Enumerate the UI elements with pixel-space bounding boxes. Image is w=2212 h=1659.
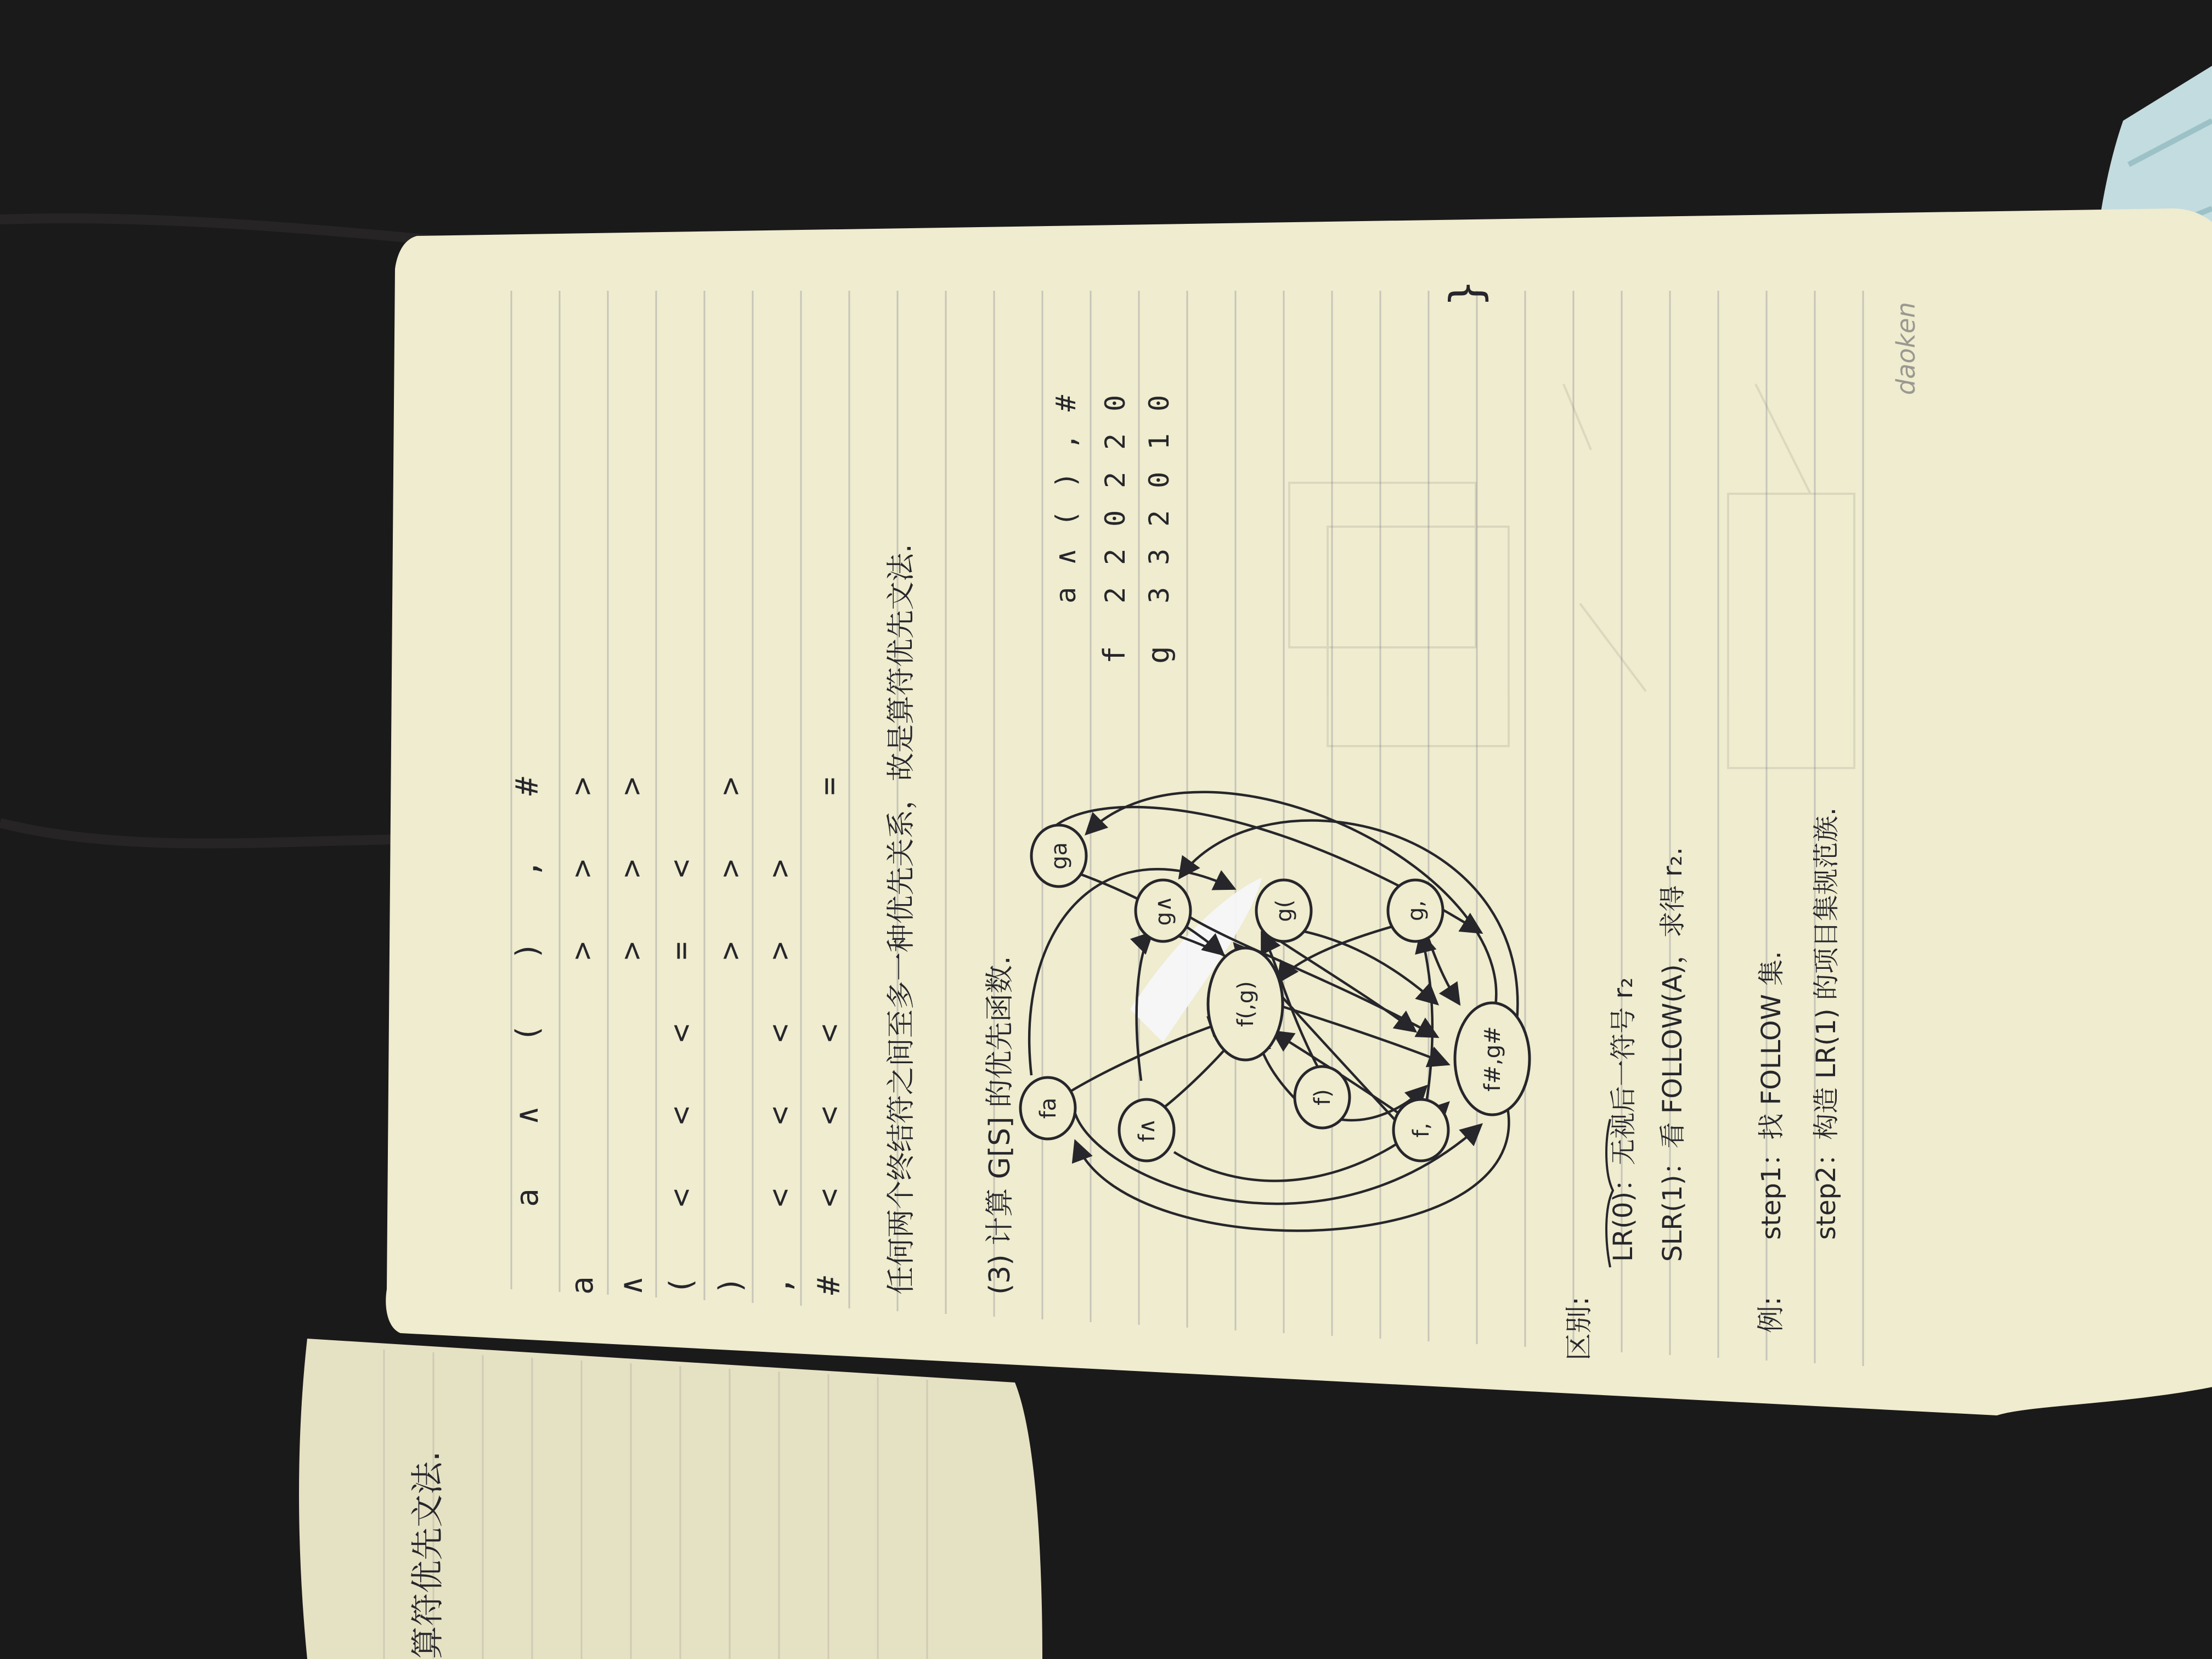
precedence-cell: > (713, 859, 748, 878)
function-cell: 1 (1143, 433, 1175, 450)
conclusion-line: 任何两个终结符之间至多一种优先关系，故是算符优先文法. (885, 544, 918, 1295)
function-header-cell: ( (1050, 510, 1082, 527)
example-step2: step2：构造 LR(1) 的项目集规范族. (1811, 807, 1842, 1240)
precedence-cell: = (663, 941, 699, 960)
function-row-label: f (1097, 646, 1132, 664)
left-page (299, 1339, 1042, 1659)
example-label: 例: (1755, 1296, 1787, 1333)
function-cell: 0 (1099, 394, 1131, 411)
function-cell: 3 (1143, 548, 1175, 565)
precedence-cell: < (762, 1024, 798, 1042)
function-cell: 2 (1099, 586, 1131, 603)
graph-node-label: fa (1036, 1097, 1061, 1119)
precedence-cell: > (565, 777, 600, 795)
precedence-cell: < (663, 1024, 699, 1042)
precedence-header-cell: # (510, 777, 545, 795)
precedence-cell: = (811, 777, 847, 795)
graph-node-label: f, (1409, 1122, 1434, 1138)
graph-node-label: g, (1403, 900, 1429, 922)
function-header-cell: # (1050, 394, 1082, 411)
precedence-row-label: , (762, 1276, 798, 1295)
precedence-cell: < (762, 1188, 798, 1207)
function-cell: 3 (1143, 586, 1175, 603)
precedence-header-cell: ) (510, 941, 545, 960)
precedence-row-label: a (565, 1276, 600, 1295)
example-step1: step1：找 FOLLOW 集. (1756, 951, 1787, 1240)
function-header-cell: ) (1050, 471, 1082, 488)
precedence-row-label: ( (663, 1276, 699, 1295)
graph-node-label: g( (1272, 899, 1297, 922)
function-header-cell: a (1050, 586, 1082, 603)
left-page-text: 算符优先文法. (409, 1451, 447, 1659)
precedence-header-cell: ∧ (510, 1106, 545, 1125)
precedence-cell: > (762, 941, 798, 960)
precedence-row-label: ∧ (614, 1276, 650, 1295)
precedence-row-label: ) (713, 1276, 748, 1295)
precedence-header-cell: a (510, 1188, 545, 1207)
right-page (386, 208, 2212, 1415)
graph-node-label: g∧ (1151, 895, 1176, 926)
precedence-cell: < (663, 1188, 699, 1207)
distinction-label: 区别: (1563, 1296, 1595, 1361)
precedence-cell: < (762, 1106, 798, 1125)
precedence-cell: > (565, 941, 600, 960)
precedence-header-cell: ( (510, 1024, 545, 1042)
function-row-label: g (1141, 646, 1176, 664)
precedence-cell: > (713, 777, 748, 795)
precedence-cell: < (811, 1106, 847, 1125)
precedence-cell: > (614, 859, 650, 878)
distinction-line1: LR(0)：无视后一符号 r₂ (1608, 977, 1639, 1262)
distinction-line2: SLR(1)：看 FOLLOW(A)，求得 r₂. (1657, 847, 1688, 1262)
precedence-cell: > (762, 859, 798, 878)
graph-node-label: f) (1310, 1089, 1335, 1105)
function-cell: 0 (1143, 471, 1175, 488)
graph-node-label: f(,g) (1233, 981, 1259, 1027)
graph-node-label: ga (1047, 842, 1072, 870)
precedence-cell: > (713, 941, 748, 960)
function-header-cell: ∧ (1050, 548, 1082, 565)
precedence-header-cell: , (510, 859, 545, 878)
precedence-cell: < (663, 859, 699, 878)
precedence-cell: > (614, 941, 650, 960)
precedence-cell: < (663, 1106, 699, 1125)
precedence-row-label: # (811, 1276, 847, 1295)
section-title: (3) 计算 G[S] 的优先函数. (984, 956, 1017, 1295)
graph-node-label: f∧ (1135, 1118, 1160, 1142)
precedence-cell: > (614, 777, 650, 795)
closing-brace: } (1441, 279, 1492, 307)
function-cell: 0 (1099, 510, 1131, 527)
brand-logo: daoken (1891, 302, 1921, 395)
function-cell: 2 (1099, 471, 1131, 488)
function-cell: 2 (1099, 433, 1131, 450)
graph-node-label: f#,g# (1480, 1026, 1505, 1092)
precedence-cell: < (811, 1024, 847, 1042)
function-cell: 0 (1143, 394, 1175, 411)
precedence-cell: < (811, 1188, 847, 1207)
precedence-cell: > (565, 859, 600, 878)
function-cell: 2 (1143, 510, 1175, 527)
function-cell: 2 (1099, 548, 1131, 565)
function-header-cell: , (1050, 433, 1082, 450)
